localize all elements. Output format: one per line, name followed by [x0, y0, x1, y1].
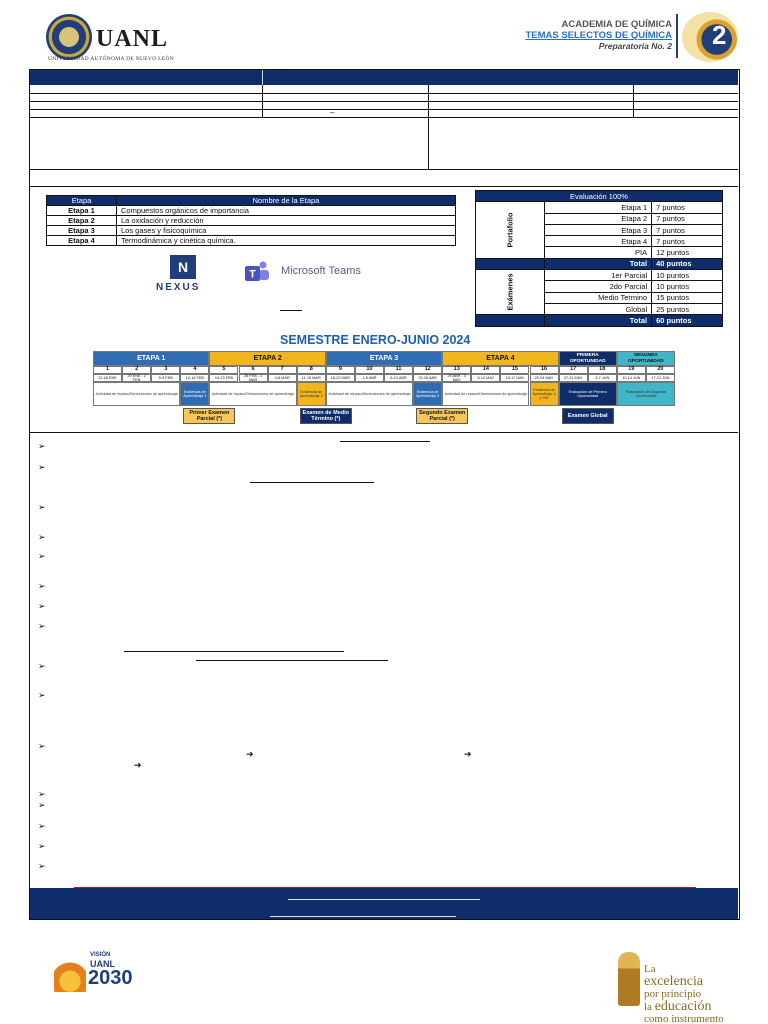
- bullet-icon: ➢: [38, 741, 46, 751]
- calendar-stage-header: ETAPA 3: [326, 351, 442, 366]
- calendar-week-number: 20: [646, 366, 675, 374]
- excellence-logo: La excelencia por principio la educación como instrumento: [614, 950, 744, 1010]
- calendar-exam-badge: Examen Global: [562, 408, 614, 424]
- calendar-week-date: 22-26 ABR: [413, 374, 442, 382]
- bullet-icon: ➢: [38, 581, 46, 591]
- evaluation-table: [475, 190, 723, 327]
- academy-block: [525, 20, 672, 52]
- bullet-icon: ➢: [38, 690, 46, 700]
- calendar-week-number: 15: [500, 366, 529, 374]
- portfolio-label-cell: [476, 202, 545, 258]
- calendar-week-number: 7: [268, 366, 297, 374]
- table-row: Portafolio Etapa 1 7 puntos: [476, 202, 723, 213]
- calendar-week-date: 3-7 JUN: [588, 374, 617, 382]
- table-row: Exámenes 1er Parcial 10 puntos: [476, 270, 723, 281]
- calendar-week-date: 13-17 MAY: [500, 374, 529, 382]
- document-frame: [29, 69, 740, 920]
- bullet-icon: ➢: [38, 441, 46, 451]
- calendar-week-number: 9: [326, 366, 355, 374]
- flame-icon: [54, 956, 86, 992]
- calendar-activity: Actividad de repaso/Dimensiones de aprendizaje: [442, 382, 529, 406]
- calendar-week-number: 19: [617, 366, 646, 374]
- calendar-activity: Evidencia de Aprendizaje 1: [180, 382, 209, 406]
- bullet-icon: ➢: [38, 800, 46, 810]
- calendar-stage-header: ETAPA 4: [442, 351, 558, 366]
- calendar-activity: Actividad de repaso/Dimensiones de aprendizaje: [93, 382, 180, 406]
- info-boxes: [30, 118, 738, 170]
- section-divider: [30, 432, 738, 433]
- calendar-week-date: 1-5 ABR: [355, 374, 384, 382]
- torch-icon: [618, 952, 640, 1006]
- calendar-week-number: 6: [239, 366, 268, 374]
- calendar-week-date: 5-9 FEB: [151, 374, 180, 382]
- table-row: 2do Parcial 10 puntos: [476, 281, 723, 292]
- nexus-label[interactable]: NEXUS: [156, 282, 201, 293]
- info-header-bar: [30, 70, 738, 85]
- nexus-icon[interactable]: N: [170, 255, 196, 279]
- calendar-stage-header: PRIMERA OPORTUNIDAD: [559, 351, 617, 366]
- calendar-week-date: 10-14 JUN: [617, 374, 646, 382]
- table-row: Etapa 2 La oxidación y reducción: [47, 216, 456, 226]
- bullet-icon: ➢: [38, 601, 46, 611]
- table-row: Etapa 3 7 puntos: [476, 224, 723, 235]
- arrow-icon: ➔: [134, 760, 142, 770]
- calendar-week-number: 13: [442, 366, 471, 374]
- bullet-icon: ➢: [38, 789, 46, 799]
- bullet-icon: ➢: [38, 502, 46, 512]
- calendar-exam-badge: Segundo Examen Parcial (*): [416, 408, 468, 424]
- calendar-activity: Evidencia de Aprendizaje 3: [413, 382, 442, 406]
- calendar-week-date: 20-24 MAY: [530, 374, 559, 382]
- exams-total-row: Total 60 puntos: [476, 315, 723, 326]
- calendar-activity: Evidencia de Aprendizaje 2: [297, 382, 326, 406]
- table-row: Global 25 puntos: [476, 303, 723, 314]
- exams-label-cell: [476, 270, 545, 315]
- portfolio-label: Portafolio: [505, 212, 515, 248]
- calendar-week-number: 4: [180, 366, 209, 374]
- calendar-stage-header: ETAPA 2: [209, 351, 325, 366]
- calendar-activity: Actividad de repaso/Dimensiones de aprendizaje: [326, 382, 413, 406]
- calendar-week-number: 3: [151, 366, 180, 374]
- text-underline: [196, 660, 388, 661]
- calendar-exam-badge: Examen de Medio Término (*): [300, 408, 352, 424]
- footer-bar: [30, 888, 738, 919]
- table-row: Etapa 4 7 puntos: [476, 236, 723, 247]
- table-row: PIA 12 puntos: [476, 247, 723, 258]
- uanl-subtitle: UNIVERSIDAD AUTÓNOMA DE NUEVO LEÓN: [48, 56, 174, 62]
- text-underline: [124, 651, 344, 652]
- calendar-activity: Evaluación de Segunda Oportunidad: [617, 382, 675, 406]
- calendar-week-number: 14: [471, 366, 500, 374]
- uanl-name: UANL: [96, 26, 169, 52]
- stages-table: [46, 195, 456, 246]
- bullet-icon: ➢: [38, 551, 46, 561]
- bullet-icon: ➢: [38, 821, 46, 831]
- calendar-week-date: 29 ABR - 3 MAY: [442, 374, 471, 382]
- bullet-icon: ➢: [38, 462, 46, 472]
- calendar-week-number: 2: [122, 366, 151, 374]
- calendar-activity: Evaluación de Primera Oportunidad: [559, 382, 617, 406]
- uanl-seal-logo: [46, 14, 92, 60]
- evaluation-title: Evaluación 100%: [476, 191, 723, 202]
- exams-label: Exámenes: [505, 273, 515, 311]
- table-row: Etapa 4 Termodinámica y cinética química.: [47, 236, 456, 246]
- document-header: [0, 0, 768, 68]
- calendar-week-date: 11-15 MAR: [297, 374, 326, 382]
- calendar-week-date: 29 ENE - 2 FEB: [122, 374, 151, 382]
- stages-header-etapa: Etapa: [47, 196, 117, 206]
- calendar-activity: Evidencia de Aprendizaje 4 y PIA: [530, 382, 559, 406]
- course-name: TEMAS SELECTOS DE QUÍMICA: [525, 29, 672, 41]
- calendar-week-number: 17: [559, 366, 588, 374]
- bullet-icon: ➢: [38, 621, 46, 631]
- table-row: Etapa 3 Los gases y fisicoquímica: [47, 226, 456, 236]
- portfolio-total-row: Total 40 puntos: [476, 258, 723, 269]
- calendar-week-date: 17-21 JUN: [646, 374, 675, 382]
- calendar-week-date: 12-16 FEB: [180, 374, 209, 382]
- calendar-week-number: 5: [209, 366, 238, 374]
- calendar-week-number: 8: [297, 366, 326, 374]
- arrow-icon: ➔: [464, 749, 472, 759]
- calendar-week-date: 8-12 ABR: [384, 374, 413, 382]
- bullet-icon: ➢: [38, 841, 46, 851]
- calendar-stage-header: ETAPA 1: [93, 351, 209, 366]
- text-underline: [340, 441, 430, 442]
- calendar-exam-badge: Primer Examen Parcial (*): [183, 408, 235, 424]
- vision-2030-logo: VISIÓN UANL 2030: [48, 952, 128, 1002]
- bullet-icon: ➢: [38, 532, 46, 542]
- calendar-week-number: 10: [355, 366, 384, 374]
- arrow-icon: ➔: [246, 749, 254, 759]
- table-row: Etapa 2 7 puntos: [476, 213, 723, 224]
- calendar-week-date: 6-10 MAY: [471, 374, 500, 382]
- info-thin-row: [30, 170, 738, 187]
- school-name: Preparatoria No. 2: [598, 40, 672, 51]
- table-row: Etapa 1 Compuestos orgánicos de importancia: [47, 206, 456, 216]
- calendar-week-number: 11: [384, 366, 413, 374]
- calendar-week-date: 18-22 MAR: [326, 374, 355, 382]
- info-grid: [30, 85, 738, 118]
- calendar-week-number: 1: [93, 366, 122, 374]
- text-underline: [250, 482, 374, 483]
- calendar-week-number: 12: [413, 366, 442, 374]
- calendar-activity: Actividad de repaso/Dimensiones de aprendizaje: [209, 382, 296, 406]
- bullet-icon: ➢: [38, 661, 46, 671]
- calendar-week-date: 27-31 MAY: [559, 374, 588, 382]
- prepa-logo: [682, 12, 738, 62]
- calendar-week-number: 16: [530, 366, 559, 374]
- bullet-icon: ➢: [38, 861, 46, 871]
- academy-name: ACADEMIA DE QUÍMICA: [561, 19, 672, 30]
- svg-text:T: T: [249, 268, 256, 281]
- prepa-logo-number: 2: [712, 20, 727, 50]
- calendar-week-number: 18: [588, 366, 617, 374]
- info-dash: –: [330, 108, 335, 117]
- teams-label[interactable]: Microsoft Teams: [281, 265, 361, 277]
- calendar-week-date: 4-8 MAR: [268, 374, 297, 382]
- calendar-week-date: 26 FEB - 1 MAR: [239, 374, 268, 382]
- calendar-week-date: 22-26 ENE: [93, 374, 122, 382]
- teams-icon[interactable]: [244, 260, 270, 284]
- stages-header-nombre: Nombre de la Etapa: [117, 196, 456, 206]
- short-underline: [280, 310, 302, 311]
- table-row: Medio Termino 15 puntos: [476, 292, 723, 303]
- calendar-title: SEMESTRE ENERO-JUNIO 2024: [280, 333, 471, 347]
- header-divider: [676, 14, 678, 58]
- calendar-stage-header: SEGUNDA OPORTUNIDAD: [617, 351, 675, 366]
- calendar-week-date: 19-23 FEB: [209, 374, 238, 382]
